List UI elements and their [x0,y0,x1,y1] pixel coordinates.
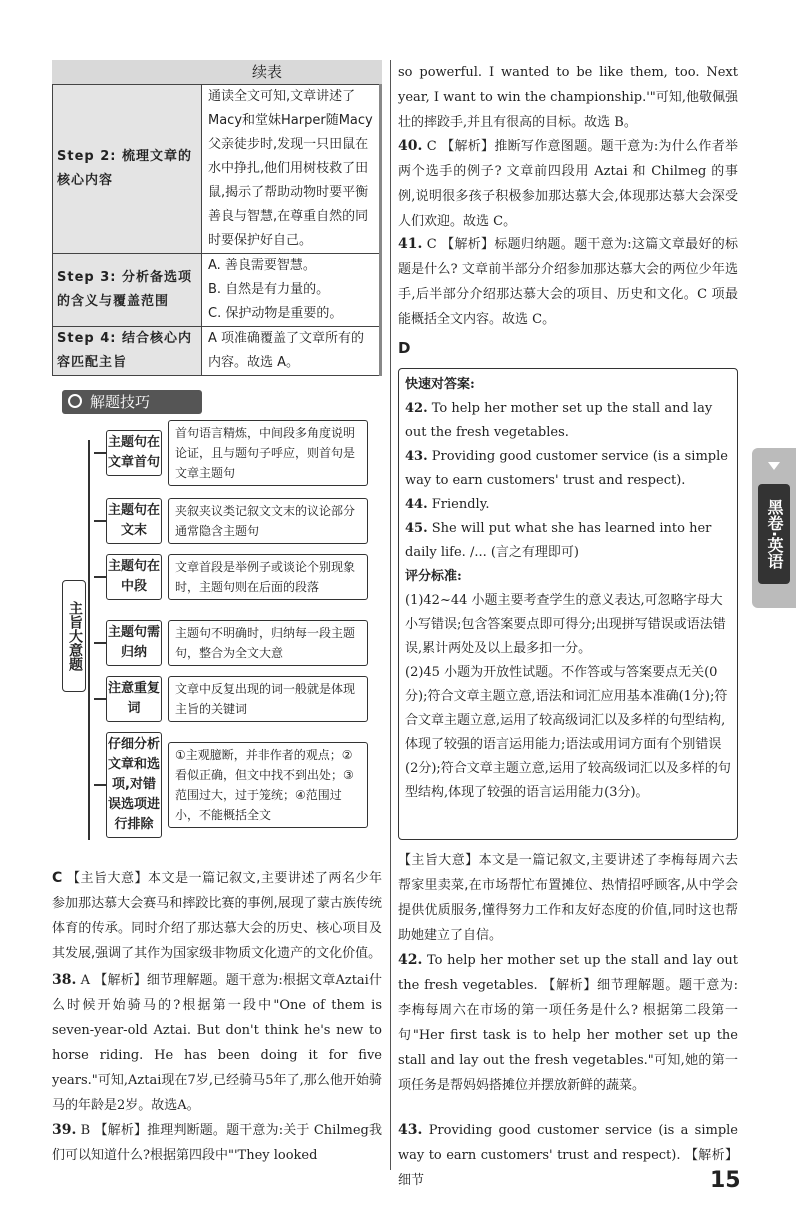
answer-text: Friendly. [431,497,490,512]
step-value: 通读全文可知,文章讲述了Macy和堂妹Harper随Macy父亲徒步时,发现一只田鼠在水中挣扎,他们用树枝救了田鼠,揭示了帮助动物时要平衡善良与智慧,在尊重自然的同时要保护好自己。 [202,85,381,254]
item-number: 40. [398,138,423,154]
answer-box [398,368,738,840]
tree-node [94,732,368,838]
page-number: 15 [710,1168,741,1193]
item-number: 42. [398,952,423,968]
answer-text: To help her mother set up the stall and lay out the fresh vegetables. [405,401,713,440]
item-number: 45. [405,521,428,536]
node-value: ①主观臆断，并非作者的观点；②看似正确，但文中找不到出处；③范围过大，过于笼统；④范围过小，不能概括全文 [168,742,368,828]
steps-table [52,84,382,376]
item-number: 41. [398,236,423,252]
magnifier-icon [68,394,82,408]
table-row [53,85,381,254]
criteria-item: (1)42~44 小题主要考查学生的意义表达,可忽略字母大小写错误;包含答案要点即可得分;出现拼写错误或语法错误,累计两处及以上最多扣一分。 [405,593,726,656]
mind-map [62,420,382,860]
paragraph-text: C 【解析】推断写作意图题。题干意为:为什么作者举两个选手的例子? 文章前四段用 Aztai 和 Chilmeg 的事例,说明很多孩子积极参加那达慕大会,体现那达慕大会深受人们欢迎。故选 C。 [398,139,738,229]
paragraph [398,232,738,332]
node-value: 文章中反复出现的词一般就是体现主旨的关键词 [168,676,368,722]
answer-text: She will put what she has learned into her daily life. /... (言之有理即可) [405,521,712,560]
node-key: 主题句在文章首句 [106,430,162,476]
node-key: 仔细分析文章和选项,对错误选项进行排除 [106,732,162,838]
paragraph [52,866,382,966]
node-value: 夹叙夹议类记叙文文末的议论部分通常隐含主题句 [168,498,368,544]
step-value [202,254,381,327]
paragraph [398,134,738,234]
paragraph [398,948,738,1098]
item-number: 42. [405,401,428,416]
answer-text: Providing good customer service (is a simple way to earn customers' trust and respect). [405,449,728,488]
tips-heading [62,390,202,414]
answer-item [405,493,731,517]
paragraph [398,848,738,948]
item-number: C [52,870,63,886]
node-value: 文章首段是举例子或谈论个别现象时，主题句则在后面的段落 [168,554,368,600]
paragraph [398,1118,738,1193]
option-line: A. 善良需要智慧。 [208,258,316,273]
item-number: 43. [405,449,428,464]
node-key: 主题句需归纳 [106,620,162,666]
continued-label: 续表 [52,60,382,84]
paragraph-text: so powerful. I wanted to be like them, too. Next year, I want to win the championship.'"可知,他敬佩强壮的摔跤手,并且有很高的目标。故选 B。 [398,65,738,130]
paragraph [52,1118,382,1168]
tree-node [94,554,368,600]
tree-node [94,420,368,486]
tree-node [94,676,368,722]
chevron-down-icon [768,462,780,470]
tips-label: 解题技巧 [90,393,151,411]
answer-item [405,517,731,565]
tree-trunk [88,440,90,840]
step-key: Step 4: 结合核心内容匹配主旨 [53,327,202,376]
item-number: 43. [398,1122,423,1138]
paragraph [52,968,382,1118]
step-key: Step 2: 梳理文章的核心内容 [53,85,202,254]
criteria-title: 评分标准: [405,569,462,584]
paragraph-text: C 【解析】标题归纳题。题干意为:这篇文章最好的标题是什么? 文章前半部分介绍参加那达慕大会的两位少年选手,后半部分介绍那达慕大会的项目、历史和文化。C 项最能概括全文内容。故选 C。 [398,237,738,327]
paragraph-text: A 【解析】细节理解题。题干意为:根据文章Aztai什么时候开始骑马的?根据第一段中"One of them is seven-year-old Aztai. But don't think he's new to horse riding. He has been doing it for five years."可知,Aztai现在7岁,已经骑马5年了,那么他开始骑马的年龄是2岁。故选A。 [52,973,382,1113]
paragraph-text: 【主旨大意】本文是一篇记叙文,主要讲述了李梅每周六去帮家里卖菜,在市场帮忙布置摊位、热情招呼顾客,从中学会提供优质服务,懂得努力工作和友好态度的价值,同时这也帮助她建立了自信。 [398,853,738,943]
paragraph [398,60,738,135]
paragraph-text: 【主旨大意】本文是一篇记叙文,主要讲述了两名少年参加那达慕大会赛马和摔跤比赛的事例,展现了蒙古族传统体育的传承。同时介绍了那达慕大会的历史、核心项目及其发展,强调了其作为国家级非物质文化遗产的文化价值。 [52,871,382,961]
node-key: 注意重复词 [106,676,162,722]
tree-root: 主旨大意题 [62,580,86,692]
option-line: B. 自然是有力量的。 [208,282,330,297]
node-value: 首句语言精炼，中间段多角度说明论证，且与题句子呼应，则首句是文章主题句 [168,420,368,486]
paragraph-text: Providing good customer service (is a simple way to earn customers' trust and respect). 【解析】细节 [398,1123,738,1188]
item-number: 38. [52,972,77,988]
column-divider [390,60,391,1170]
criteria-item: (2)45 小题为开放性试题。不作答或与答案要点无关(0分);符合文章主题立意,语法和词汇应用基本准确(1分);符合文章主题立意,运用了较高级词汇以及多样的句型结构,体现了较强的语言运用能力;语法或用词方面有个别错误(2分);符合文章主题立意,运用了较高级词汇以及多样的句型结构,体现了较强的语言运用能力(3分)。 [405,665,731,800]
paragraph-text: To help her mother set up the stall and lay out the fresh vegetables. 【解析】细节理解题。题干意为:李梅每周六在市场的第一项任务是什么? 根据第二段第一句"Her first task is to help her mother set up the stall and lay out the fresh vegetables."可知,她的第一项任务是帮妈妈搭摊位并摆放新鲜的蔬菜。 [398,953,738,1093]
item-number: 44. [405,497,428,512]
node-key: 主题句在文末 [106,498,162,544]
paragraph-text: B 【解析】推理判断题。题干意为:关于 Chilmeg我们可以知道什么?根据第四段中"'They looked [52,1123,382,1163]
answer-item [405,445,731,493]
side-tab [752,448,796,608]
table-row [53,254,381,327]
step-key: Step 3: 分析备选项的含义与覆盖范围 [53,254,202,327]
tree-node [94,498,368,544]
answer-item [405,397,731,445]
side-tab-label: 黑卷·英语 [758,484,790,584]
step-value: A 项准确覆盖了文章所有的内容。故选 A。 [202,327,381,376]
table-row [53,327,381,376]
node-key: 主题句在中段 [106,554,162,600]
item-number: 39. [52,1122,77,1138]
node-value: 主题句不明确时，归纳每一段主题句，整合为全文大意 [168,620,368,666]
tree-node [94,620,368,666]
section-label: D [398,339,411,357]
option-line: C. 保护动物是重要的。 [208,306,343,321]
answer-box-title: 快速对答案: [405,377,475,392]
